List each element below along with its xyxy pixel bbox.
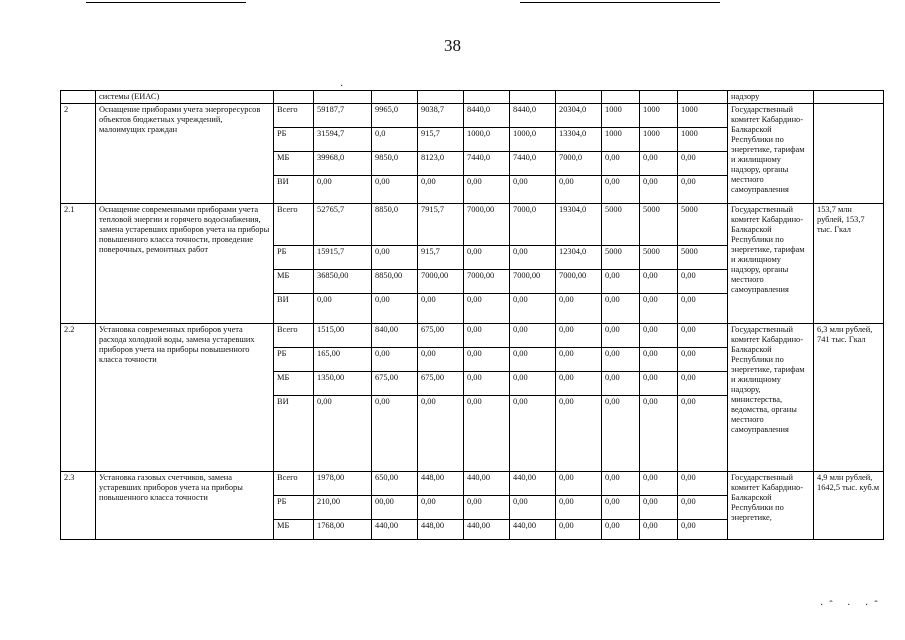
funding-source: Всего bbox=[274, 204, 314, 246]
measure-name: Оснащение современными приборами учета тепловой энергии и горячего водоснабжения, замена устаревших приборов учета на приборы повышенного класса точности, проведение поверочных, ремонтных работ bbox=[96, 204, 274, 324]
amount-cell: 0,00 bbox=[510, 176, 556, 204]
amount-cell: 0,00 bbox=[640, 270, 678, 294]
amount-cell: 440,00 bbox=[372, 520, 418, 540]
row-index: 2.3 bbox=[61, 472, 96, 540]
funding-source: РБ bbox=[274, 246, 314, 270]
amount-cell: 0,00 bbox=[314, 294, 372, 324]
amount-cell: 0,00 bbox=[510, 246, 556, 270]
cont-index-cell bbox=[61, 91, 96, 104]
amount-cell: 0,00 bbox=[602, 348, 640, 372]
amount-cell: 9038,7 bbox=[418, 104, 464, 128]
amount-cell: 0,00 bbox=[556, 324, 602, 348]
funding-source: МБ bbox=[274, 152, 314, 176]
amount-cell: 0,00 bbox=[418, 396, 464, 472]
expected-effect bbox=[814, 104, 884, 204]
amount-cell: 0,00 bbox=[510, 324, 556, 348]
measure-name: Установка современных приборов учета расхода холодной воды, замена устаревших приборов учета на приборы повышенного класса точности bbox=[96, 324, 274, 472]
amount-cell: 0,00 bbox=[418, 294, 464, 324]
amount-cell: 0,00 bbox=[372, 246, 418, 270]
amount-cell: 0,0 bbox=[372, 128, 418, 152]
amount-cell: 0,00 bbox=[678, 496, 728, 520]
amount-cell: 650,00 bbox=[372, 472, 418, 496]
cont-agency-cell: надзору bbox=[728, 91, 814, 104]
amount-cell: 0,00 bbox=[556, 496, 602, 520]
amount-cell: 7000,00 bbox=[464, 204, 510, 246]
amount-cell: 0,00 bbox=[464, 348, 510, 372]
amount-cell: 0,00 bbox=[602, 372, 640, 396]
amount-cell: 0,00 bbox=[602, 496, 640, 520]
amount-cell: 7915,7 bbox=[418, 204, 464, 246]
amount-cell: 0,00 bbox=[678, 176, 728, 204]
table-row bbox=[61, 324, 884, 348]
amount-cell: 440,00 bbox=[510, 472, 556, 496]
amount-cell: 8850,00 bbox=[372, 270, 418, 294]
amount-cell: 840,00 bbox=[372, 324, 418, 348]
amount-cell: 0,00 bbox=[640, 176, 678, 204]
amount-cell: 0,00 bbox=[678, 324, 728, 348]
top-rule-right bbox=[520, 2, 720, 3]
amount-cell: 1000,0 bbox=[510, 128, 556, 152]
row-index: 2 bbox=[61, 104, 96, 204]
amount-cell: 0,00 bbox=[464, 324, 510, 348]
amount-cell: 915,7 bbox=[418, 246, 464, 270]
amount-cell: 448,00 bbox=[418, 520, 464, 540]
amount-cell: 0,00 bbox=[464, 246, 510, 270]
amount-cell: 5000 bbox=[678, 204, 728, 246]
amount-cell: 52765,7 bbox=[314, 204, 372, 246]
amount-cell: 15915,7 bbox=[314, 246, 372, 270]
row-index: 2.2 bbox=[61, 324, 96, 472]
amount-cell: 0,00 bbox=[640, 520, 678, 540]
amount-cell: 0,00 bbox=[640, 294, 678, 324]
amount-cell: 0,00 bbox=[678, 372, 728, 396]
amount-cell: 5000 bbox=[678, 246, 728, 270]
funding-source: Всего bbox=[274, 104, 314, 128]
amount-cell: 675,00 bbox=[418, 372, 464, 396]
responsible-agency: Государственный комитет Кабардино-Балкарской Республики по энергетике, тарифам и жилищному надзору, органы местного самоуправления bbox=[728, 104, 814, 204]
amount-cell: 7440,0 bbox=[510, 152, 556, 176]
amount-cell: 0,00 bbox=[556, 176, 602, 204]
scan-speck: · bbox=[340, 81, 344, 92]
expected-effect: 6,3 млн рублей, 741 тыс. Гкал bbox=[814, 324, 884, 472]
amount-cell: 8123,0 bbox=[418, 152, 464, 176]
amount-cell: 165,00 bbox=[314, 348, 372, 372]
amount-cell: 0,00 bbox=[556, 294, 602, 324]
amount-cell: 19304,0 bbox=[556, 204, 602, 246]
responsible-agency: Государственный комитет Кабардино-Балкарской Республики по энергетике, bbox=[728, 472, 814, 540]
amount-cell: 0,00 bbox=[510, 348, 556, 372]
amount-cell: 8850,0 bbox=[372, 204, 418, 246]
funding-source: МБ bbox=[274, 270, 314, 294]
amount-cell: 0,00 bbox=[372, 176, 418, 204]
amount-cell: 0,00 bbox=[678, 348, 728, 372]
amount-cell: 0,00 bbox=[418, 176, 464, 204]
amount-cell: 7000,00 bbox=[510, 270, 556, 294]
amount-cell: 0,00 bbox=[602, 294, 640, 324]
amount-cell: 0,00 bbox=[678, 294, 728, 324]
funding-source: МБ bbox=[274, 372, 314, 396]
amount-cell: 0,00 bbox=[372, 396, 418, 472]
amount-cell: 7000,0 bbox=[556, 152, 602, 176]
responsible-agency: Государственный комитет Кабардино-Балкарской Республики по энергетике, тарифам и жилищному надзору, министерства, ведомства, органы местного самоуправления bbox=[728, 324, 814, 472]
amount-cell: 0,00 bbox=[556, 348, 602, 372]
amount-cell: 0,00 bbox=[640, 472, 678, 496]
amount-cell: 0,00 bbox=[314, 396, 372, 472]
funding-source: ВИ bbox=[274, 396, 314, 472]
amount-cell: 0,00 bbox=[602, 152, 640, 176]
cont-name-cell: системы (ЕИАС) bbox=[96, 91, 274, 104]
amount-cell: 0,00 bbox=[372, 294, 418, 324]
amount-cell: 0,00 bbox=[602, 520, 640, 540]
amount-cell: 20304,0 bbox=[556, 104, 602, 128]
amount-cell: 7440,0 bbox=[464, 152, 510, 176]
amount-cell: 7000,00 bbox=[556, 270, 602, 294]
amount-cell: 9965,0 bbox=[372, 104, 418, 128]
funding-source: ВИ bbox=[274, 294, 314, 324]
amount-cell: 36850,00 bbox=[314, 270, 372, 294]
amount-cell: 0,00 bbox=[510, 294, 556, 324]
amount-cell: 1000 bbox=[640, 104, 678, 128]
amount-cell: 1000 bbox=[640, 128, 678, 152]
amount-cell: 0,00 bbox=[602, 396, 640, 472]
amount-cell: 0,00 bbox=[678, 152, 728, 176]
table-row bbox=[61, 472, 884, 496]
funding-source: РБ bbox=[274, 128, 314, 152]
amount-cell: 1350,00 bbox=[314, 372, 372, 396]
amount-cell: 39968,0 bbox=[314, 152, 372, 176]
amount-cell: 7000,00 bbox=[418, 270, 464, 294]
amount-cell: 1000 bbox=[678, 104, 728, 128]
amount-cell: 00,00 bbox=[372, 496, 418, 520]
amount-cell: 1000 bbox=[602, 104, 640, 128]
amount-cell: 0,00 bbox=[464, 372, 510, 396]
amount-cell: 7000,0 bbox=[510, 204, 556, 246]
amount-cell: 0,00 bbox=[602, 176, 640, 204]
amount-cell: 13304,0 bbox=[556, 128, 602, 152]
amount-cell: 0,00 bbox=[678, 270, 728, 294]
expected-effect: 153,7 млн рублей, 153,7 тыс. Гкал bbox=[814, 204, 884, 324]
amount-cell: 12304,0 bbox=[556, 246, 602, 270]
funding-source: ВИ bbox=[274, 176, 314, 204]
amount-cell: 0,00 bbox=[556, 520, 602, 540]
amount-cell: 31594,7 bbox=[314, 128, 372, 152]
table-row bbox=[61, 104, 884, 128]
amount-cell: 8440,0 bbox=[464, 104, 510, 128]
continuation-row bbox=[61, 91, 884, 104]
amount-cell: 0,00 bbox=[640, 324, 678, 348]
amount-cell: 210,00 bbox=[314, 496, 372, 520]
row-index: 2.1 bbox=[61, 204, 96, 324]
amount-cell: 0,00 bbox=[418, 496, 464, 520]
amount-cell: 0,00 bbox=[556, 472, 602, 496]
amount-cell: 0,00 bbox=[314, 176, 372, 204]
amount-cell: 5000 bbox=[602, 246, 640, 270]
amount-cell: 9850,0 bbox=[372, 152, 418, 176]
amount-cell: 1768,00 bbox=[314, 520, 372, 540]
measure-name: Установка газовых счетчиков, замена устаревших приборов учета на приборы повышенного класса точности bbox=[96, 472, 274, 540]
amount-cell: 0,00 bbox=[510, 396, 556, 472]
amount-cell: 1515,00 bbox=[314, 324, 372, 348]
amount-cell: 1000 bbox=[602, 128, 640, 152]
amount-cell: 1000,0 bbox=[464, 128, 510, 152]
expected-effect: 4,9 млн рублей, 1642,5 тыс. куб.м bbox=[814, 472, 884, 540]
amount-cell: 0,00 bbox=[640, 372, 678, 396]
amount-cell: 0,00 bbox=[640, 496, 678, 520]
amount-cell: 0,00 bbox=[510, 372, 556, 396]
amount-cell: 5000 bbox=[640, 246, 678, 270]
amount-cell: 0,00 bbox=[464, 496, 510, 520]
table-row bbox=[61, 204, 884, 246]
amount-cell: 0,00 bbox=[640, 152, 678, 176]
amount-cell: 0,00 bbox=[372, 348, 418, 372]
top-rule bbox=[86, 2, 246, 3]
amount-cell: 440,00 bbox=[510, 520, 556, 540]
amount-cell: 59187,7 bbox=[314, 104, 372, 128]
amount-cell: 675,00 bbox=[418, 324, 464, 348]
amount-cell: 0,00 bbox=[464, 176, 510, 204]
funding-source: РБ bbox=[274, 496, 314, 520]
amount-cell: 448,00 bbox=[418, 472, 464, 496]
amount-cell: 0,00 bbox=[602, 472, 640, 496]
amount-cell: 0,00 bbox=[602, 270, 640, 294]
amount-cell: 7000,00 bbox=[464, 270, 510, 294]
measure-name: Оснащение приборами учета энергоресурсов объектов бюджетных учреждений, малоимущих граждан bbox=[96, 104, 274, 204]
amount-cell: 5000 bbox=[640, 204, 678, 246]
amount-cell: 0,00 bbox=[678, 520, 728, 540]
amount-cell: 1978,00 bbox=[314, 472, 372, 496]
amount-cell: 0,00 bbox=[640, 396, 678, 472]
amount-cell: 1000 bbox=[678, 128, 728, 152]
amount-cell: 0,00 bbox=[556, 396, 602, 472]
amount-cell: 0,00 bbox=[418, 348, 464, 372]
amount-cell: 0,00 bbox=[602, 324, 640, 348]
amount-cell: 0,00 bbox=[556, 372, 602, 396]
amount-cell: 440,00 bbox=[464, 472, 510, 496]
amount-cell: 440,00 bbox=[464, 520, 510, 540]
amount-cell: 915,7 bbox=[418, 128, 464, 152]
responsible-agency: Государственный комитет Кабардино-Балкарской Республики по энергетике, тарифам и жилищному надзору, органы местного самоуправления bbox=[728, 204, 814, 324]
program-table bbox=[60, 90, 884, 540]
amount-cell: 0,00 bbox=[464, 294, 510, 324]
amount-cell: 0,00 bbox=[640, 348, 678, 372]
amount-cell: 0,00 bbox=[678, 472, 728, 496]
scan-marks: ·ˆ · ·ˆ bbox=[820, 600, 884, 611]
amount-cell: 5000 bbox=[602, 204, 640, 246]
page-number: 38 bbox=[444, 36, 461, 55]
amount-cell: 675,00 bbox=[372, 372, 418, 396]
amount-cell: 0,00 bbox=[678, 396, 728, 472]
funding-source: РБ bbox=[274, 348, 314, 372]
funding-source: Всего bbox=[274, 324, 314, 348]
amount-cell: 0,00 bbox=[510, 496, 556, 520]
amount-cell: 8440,0 bbox=[510, 104, 556, 128]
amount-cell: 0,00 bbox=[464, 396, 510, 472]
funding-source: МБ bbox=[274, 520, 314, 540]
funding-source: Всего bbox=[274, 472, 314, 496]
